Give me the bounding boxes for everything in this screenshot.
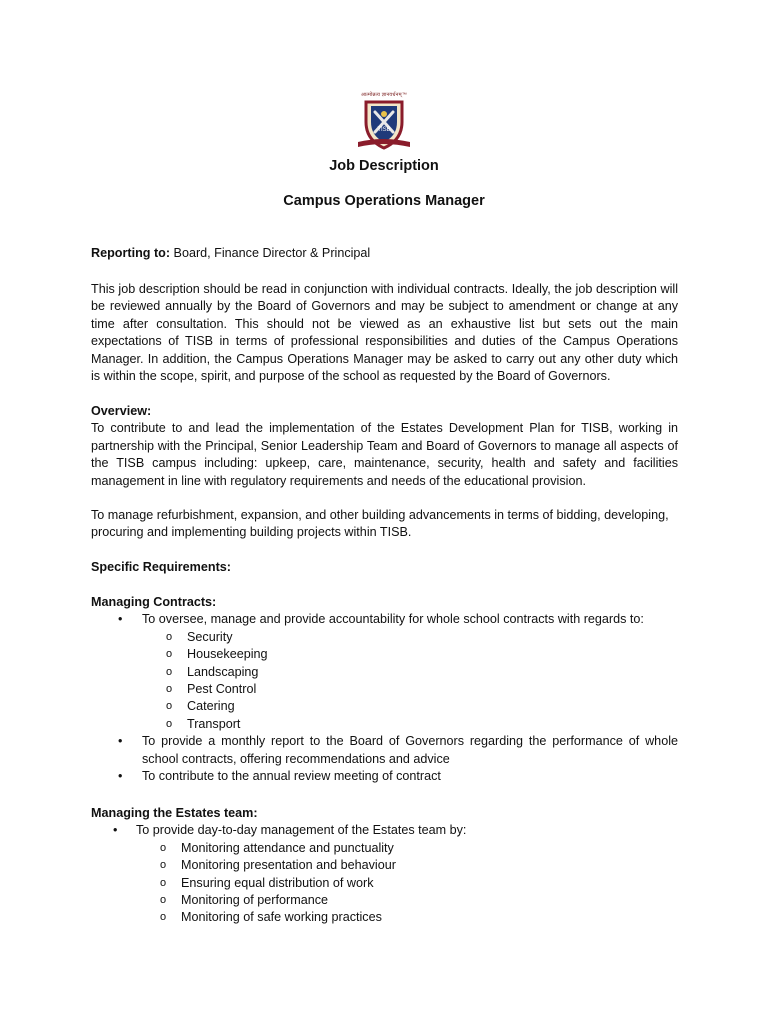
- reporting-line: [91, 245, 678, 262]
- managing-estates-section: [91, 805, 678, 927]
- document-title: Job Description: [329, 158, 439, 174]
- sub-list-item: o Monitoring of safe working practices: [136, 909, 678, 926]
- sub-list-item: o Monitoring presentation and behaviour: [136, 857, 678, 874]
- list-item: [91, 611, 678, 733]
- list-item: [91, 733, 678, 768]
- intro-paragraph: This job description should be read in conjunction with individual contracts. Ideally, the job description will be reviewed annually by the Board of Governors and may be subject to amendment or change at any time after consultation. This should not be viewed as an exhaustive list but sets out the main expectations of TISB in terms of professional responsibilities and duties of the Campus Operations Manager. In addition, the Campus Operations Manager may be asked to carry out any other duty which is within the scope, spirit, and purpose of the school as requested by the Board of Governors.: [91, 282, 678, 384]
- estates-sub-list: [136, 840, 678, 927]
- sub-list-item: o Housekeeping: [142, 646, 678, 663]
- list-item: [91, 768, 678, 785]
- sub-list-item: o Ensuring equal distribution of work: [136, 875, 678, 892]
- sub-list-item: o Security: [142, 629, 678, 646]
- sub-list-item: o Monitoring of performance: [136, 892, 678, 909]
- estates-list: [91, 822, 678, 926]
- sub-list-item: o Transport: [142, 716, 678, 733]
- contracts-list: [91, 611, 678, 785]
- overview-paragraph-2: To manage refurbishment, expansion, and other building advancements in terms of bidding, developing, procuring and implementing building projects within TISB.: [91, 508, 669, 540]
- sub-list-item: o Monitoring attendance and punctuality: [136, 840, 678, 857]
- estates-heading: Managing the Estates team:: [91, 806, 258, 820]
- contracts-heading: Managing Contracts:: [91, 595, 217, 609]
- school-crest-logo: [352, 92, 416, 152]
- list-item-text: To provide day-to-day management of the Estates team by:: [136, 823, 467, 838]
- overview-heading: Overview:: [91, 404, 152, 418]
- reporting-value: Board, Finance Director & Principal: [170, 246, 371, 260]
- list-item-text: To oversee, manage and provide accountability for whole school contracts with regards to:: [142, 612, 644, 627]
- crest-initials: TISB: [377, 127, 391, 133]
- sub-list-item: o Landscaping: [142, 664, 678, 681]
- job-title: Campus Operations Manager: [283, 193, 485, 209]
- list-item-text: • To provide a monthly report to the Board of Governors regarding the performance of whole school contracts, offering recommendations and advice: [142, 734, 678, 766]
- managing-contracts-section: [91, 594, 678, 785]
- crest-shield-icon: [352, 92, 416, 152]
- overview-section: [91, 403, 678, 490]
- specific-requirements-heading: Specific Requirements:: [91, 560, 231, 574]
- list-item-text: To contribute to the annual review meeting of contract: [142, 769, 441, 784]
- list-item: [91, 822, 678, 926]
- logo-motto: आत्मोन्नत्य ज्ञानवर्धनम्™: [360, 92, 408, 98]
- overview-paragraph-1: To contribute to and lead the implementation of the Estates Development Plan for TISB, working in partnership with the Principal, Senior Leadership Team and Board of Governors to manage all aspects of the TISB campus including: upkeep, care, maintenance, security, health and safety and facilities management in line with regulatory requirements and needs of the educational provision.: [91, 421, 678, 488]
- sub-list-item: o Catering: [142, 698, 678, 715]
- reporting-label: Reporting to:: [91, 246, 171, 260]
- contracts-sub-list: [142, 629, 678, 733]
- sub-list-item: o Pest Control: [142, 681, 678, 698]
